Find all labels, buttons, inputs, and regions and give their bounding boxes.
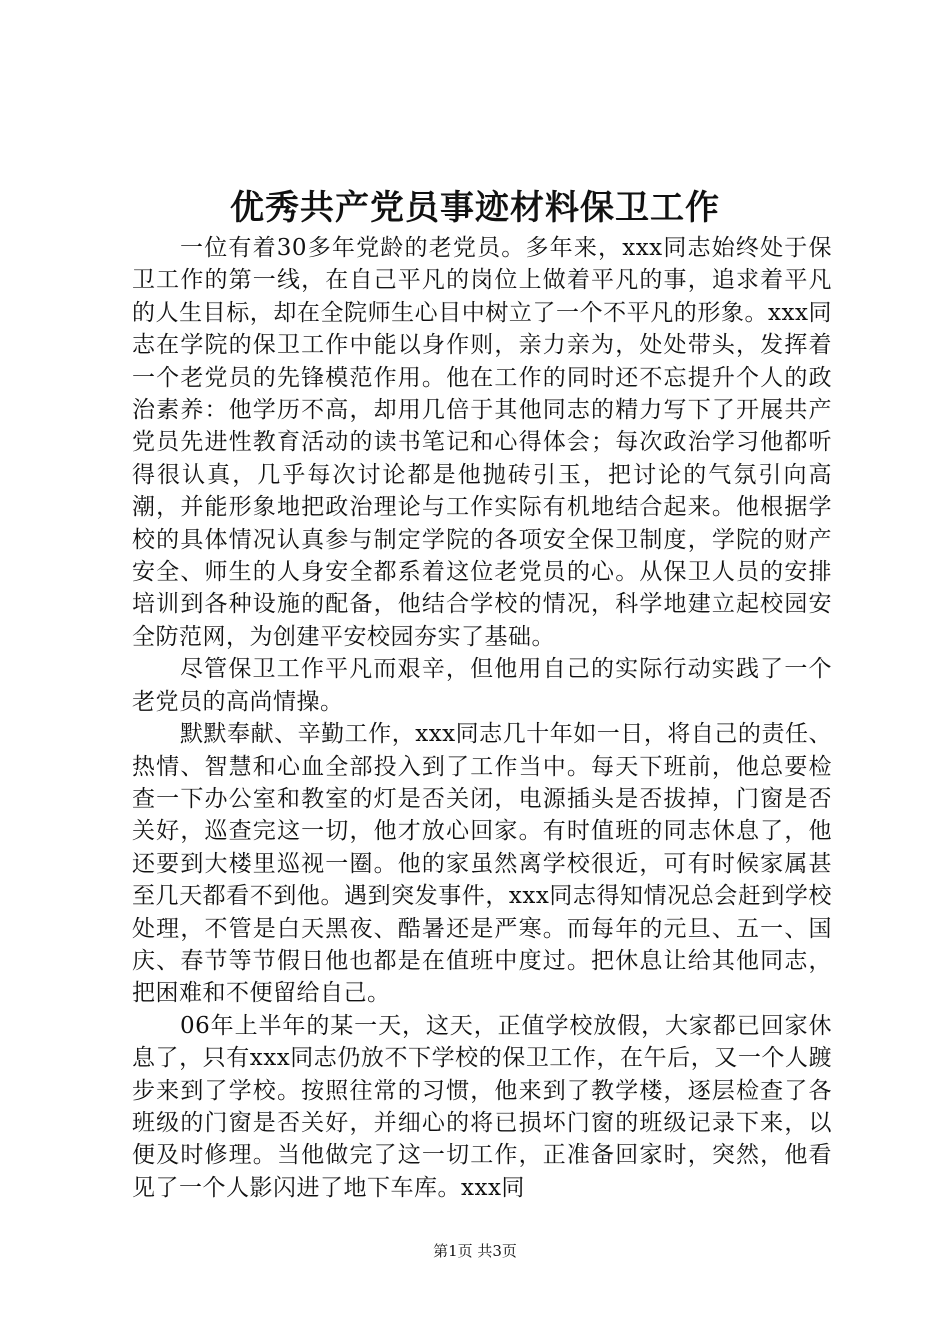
page-number-footer: 第1页 共3页 bbox=[433, 1242, 517, 1260]
paragraph: 一位有着30多年党龄的老党员。多年来，xxx同志始终处于保卫工作的第一线，在自己平凡的岗位上做着平凡的事，追求着平凡的人生目标，却在全院师生心目中树立了一个不平凡的形象。xxx同志在学院的保卫工作中能以身作则，亲力亲为，处处带头，发挥着一个老党员的先锋模范作用。他在工作的同时还不忘提升个人的政治素养：他学历不高，却用几倍于其他同志的精力写下了开展共产党员先进性教育活动的读书笔记和心得体会；每次政治学习他都听得很认真，几乎每次讨论都是他抛砖引玉，把讨论的气氛引向高潮，并能形象地把政治理论与工作实际有机地结合起来。他根据学校的具体情况认真参与制定学院的各项安全保卫制度，学院的财产安全、师生的人身安全都系着这位老党员的心。从保卫人员的安排培训到各种设施的配备，他结合学校的情况，科学地建立起校园安全防范网，为创建平安校园夯实了基础。 bbox=[132, 235, 832, 650]
paragraph: 尽管保卫工作平凡而艰辛，但他用自己的实际行动实践了一个老党员的高尚情操。 bbox=[132, 656, 832, 715]
document-body bbox=[132, 232, 832, 1204]
paragraph: 默默奉献、辛勤工作，xxx同志几十年如一日，将自己的责任、热情、智慧和心血全部投入到了工作当中。每天下班前，他总要检查一下办公室和教室的灯是否关闭，电源插头是否拔掉，门窗是否关好，巡查完这一切，他才放心回家。有时值班的同志休息了，他还要到大楼里巡视一圈。他的家虽然离学校很近，可有时候家属甚至几天都看不到他。遇到突发事件，xxx同志得知情况总会赶到学校处理，不管是白天黑夜、酷暑还是严寒。而每年的元旦、五一、国庆、春节等节假日他也都是在值班中度过。把休息让给其他同志，把困难和不便留给自己。 bbox=[132, 721, 832, 1007]
paragraph: 06年上半年的某一天，这天，正值学校放假，大家都已回家休息了，只有xxx同志仍放不下学校的保卫工作，在午后，又一个人踱步来到了学校。按照往常的习惯，他来到了教学楼，逐层检查了各班级的门窗是否关好，并细心的将已损坏门窗的班级记录下来，以便及时修理。当他做完了这一切工作，正准备回家时，突然，他看见了一个人影闪进了地下车库。xxx同 bbox=[132, 1012, 832, 1201]
document-title: 优秀共产党员事迹材料保卫工作 bbox=[230, 188, 720, 228]
